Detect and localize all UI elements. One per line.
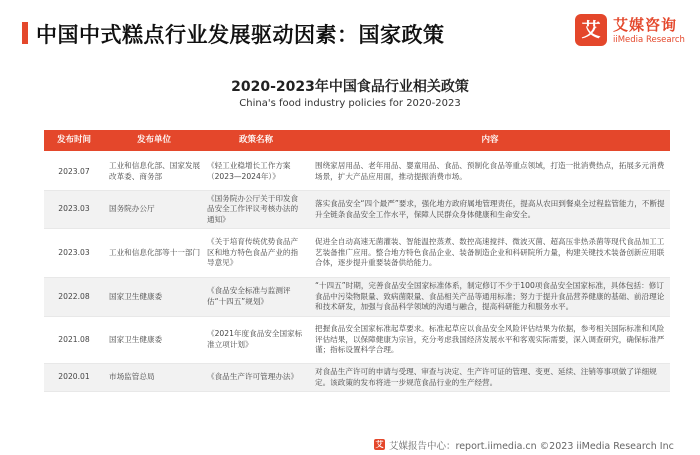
cell-content: 围绕家居用品、老年用品、婴童用品、食品、预制化食品等重点领域，打造一批消费热点，拓展多元消费场景，扩大产品应用面，推动提振消费市场。	[315, 161, 665, 181]
table-title: 2020-2023年中国食品行业相关政策	[231, 79, 469, 95]
iimedia-footer-icon: 艾	[375, 440, 384, 449]
logo-name-cn: 艾媒咨询	[613, 16, 678, 34]
cell-org: 国家卫生健康委	[109, 334, 163, 344]
cell-date: 2023.03	[58, 204, 90, 214]
column-header-policy: 政策名称	[238, 135, 273, 145]
cell-policy: 《食品生产许可管理办法》	[207, 372, 299, 382]
logo-name-en: iiMedia Research	[613, 35, 685, 45]
title-accent-bar	[22, 22, 28, 44]
page-title: 中国中式糕点行业发展驱动因素：国家政策	[36, 23, 445, 47]
cell-org: 国务院办公厅	[109, 204, 155, 214]
cell-content: 落实食品安全“四个最严”要求，强化地方政府属地管理责任，提高从农田到餐桌全过程监管能力，不断提升全链条食品安全工作水平，保障人民群众身体健康和生命安全。	[315, 198, 665, 219]
cell-policy: 《2021年度食品安全国家标准立项计划》	[207, 329, 303, 349]
cell-date: 2023.07	[58, 166, 90, 176]
cell-org: 市场监管总局	[109, 372, 155, 382]
footer-source-text: 艾媒报告中心：report.iimedia.cn ©2023 iiMedia Research Inc	[389, 441, 674, 452]
cell-policy: 《国务院办公厅关于印发食品安全工作评议考核办法的通知》	[207, 193, 299, 224]
cell-policy: 《轻工业稳增长工作方案（2023—2024年）》	[207, 161, 291, 181]
header-bar	[0, 0, 700, 62]
logo-icon: 艾	[575, 14, 607, 46]
cell-content: 促进全自动高速无菌灌装、智能温控蒸煮、数控高速搅拌、微波灭菌、超高压非热杀菌等现代食品加工工艺装备推广应用。整合地方特色食品企业、装备制造企业和科研院所力量，构建关键技术装备创新应用联合体，逐步提升重要装备供给能力。	[315, 237, 665, 268]
table-row	[44, 229, 670, 278]
table-row	[44, 317, 670, 364]
table-row	[44, 154, 670, 191]
cell-content: 把握食品安全国家标准起草要求。标准起草应以食品安全风险评估结果为依据，参考相关国际标准和风险评估结果，以保障健康为宗旨，充分考虑我国经济发展水平和客观实际需要，深入调查研究，确保标准严谨；指标设置科学合理。	[315, 324, 665, 355]
cell-policy: 《食品安全标准与监测评估“十四五”规划》	[207, 286, 291, 306]
cell-date: 2023.03	[58, 247, 90, 257]
cell-date: 2020.01	[58, 372, 90, 382]
cell-content: “十四五”时期，完善食品安全国家标准体系，制定修订不少于100项食品安全国家标准，具体包括：修订食品中污染物限量、致病菌限量、食品相关产品等通用标准；努力于提升食品营养健康的基础、前沿理论和技术研发，加强与食品科学领域的沟通与融合，提高科研能力和服务水平。	[315, 281, 665, 312]
cell-org: 国家卫生健康委	[109, 291, 163, 301]
iimedia-logo	[575, 14, 693, 50]
cell-org: 工业和信息化部等十一部门	[109, 247, 201, 257]
table-header	[44, 130, 670, 151]
cell-policy: 《关于培育传统优势食品产区和地方特色食品产业的指导意见》	[207, 237, 299, 268]
cell-date: 2021.08	[58, 334, 90, 344]
table-subtitle: China's food industry policies for 2020-2023	[239, 98, 461, 109]
table-row	[44, 364, 670, 392]
footer	[0, 436, 700, 455]
column-header-date: 发布时间	[56, 135, 91, 145]
cell-content: 对食品生产许可的申请与受理、审查与决定、生产许可证的管理、变更、延续、注销等事项做了详细规定。该政策的发布将进一步规范食品行业的生产经营。	[315, 366, 657, 387]
table-row	[44, 191, 670, 229]
cell-org: 工业和信息化部、国家发展改革委、商务部	[109, 161, 201, 181]
table-row	[44, 278, 670, 317]
column-header-org: 发布单位	[136, 135, 171, 145]
column-header-content: 内容	[481, 135, 499, 145]
cell-date: 2022.08	[58, 291, 90, 301]
